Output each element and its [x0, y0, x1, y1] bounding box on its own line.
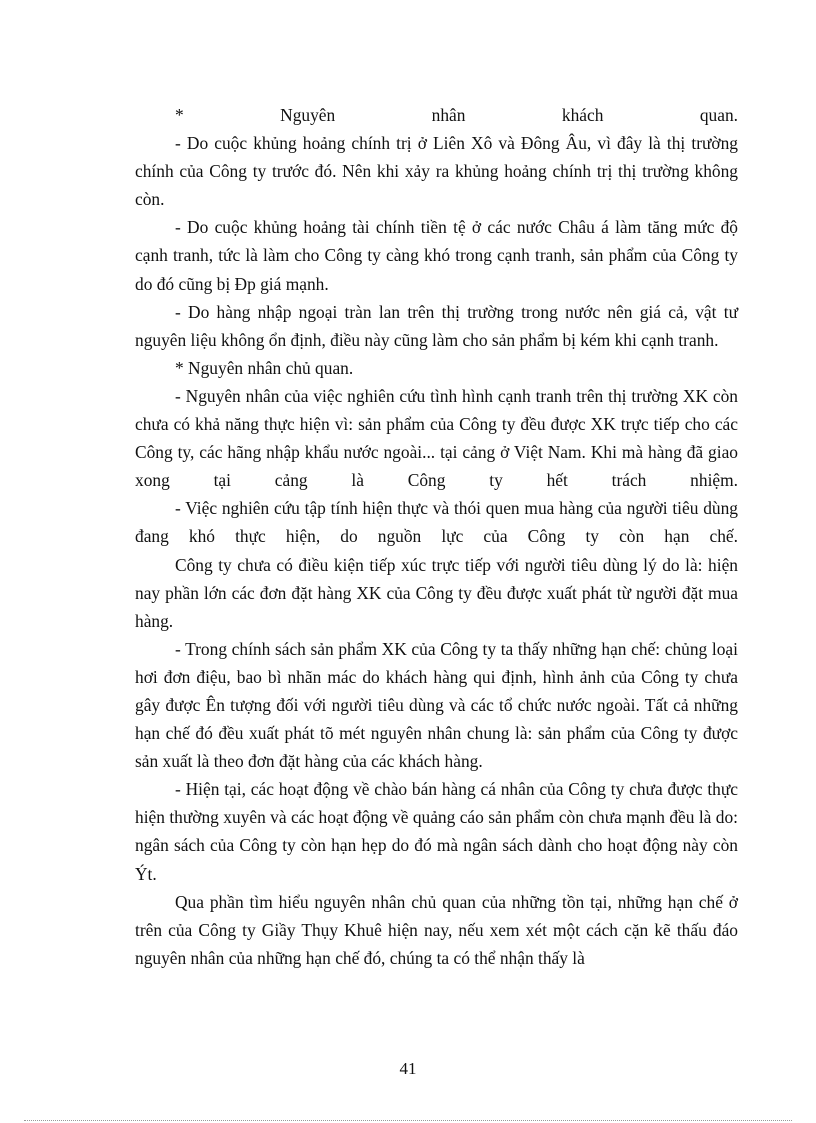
paragraph-sales-promotion: - Hiện tại, các hoạt động về chào bán hàng cá nhân của Công ty chưa được thực hiện thường xuyên và các hoạt động về quảng cáo sản phẩm còn chưa mạnh đều là do: ngân sách của Công ty còn hạn hẹp do đó mà ngân sách dành cho hoạt động này còn Ýt. [135, 779, 738, 884]
paragraph-market-research: - Nguyên nhân của việc nghiên cứu tình hình cạnh tranh trên thị trường XK còn chưa có khả năng thực hiện vì: sản phẩm của Công ty đều được XK trực tiếp cho các Công ty, các hãng nhập khẩu nước ngoài... tại cảng ở Việt Nam. Khi mà hàng đã giao xong tại cảng là Công ty hết trách nhiệm. [135, 385, 738, 491]
document-body [135, 101, 738, 972]
paragraph-imported-goods: - Do hàng nhập ngoại tràn lan trên thị trường trong nước nên giá cả, vật tư nguyên liệu không ổn định, điều này cũng làm cho sản phẩm bị kém khi cạnh tranh. [135, 301, 738, 350]
page-bottom-border [24, 1120, 792, 1121]
page-number: 41 [399, 1059, 417, 1078]
paragraph-financial-crisis: - Do cuộc khủng hoảng tài chính tiền tệ ở các nước Châu á làm tăng mức độ cạnh tranh, tức là làm cho Công ty càng khó trong cạnh tranh, sản phẩm của Công ty do đó cũng bị Đp giá mạnh. [135, 217, 738, 294]
paragraph-consumer-behavior: - Việc nghiên cứu tập tính hiện thực và thói quen mua hàng của người tiêu dùng đang khó thực hiện, do nguồn lực của Công ty còn hạn chế. [135, 498, 738, 547]
paragraph-direct-contact: Công ty chưa có điều kiện tiếp xúc trực tiếp với người tiêu dùng lý do là: hiện nay phần lớn các đơn đặt hàng XK của Công ty đều được xuất phát từ người đặt mua hàng. [135, 554, 738, 631]
paragraph-product-policy: - Trong chính sách sản phẩm XK của Công ty ta thấy những hạn chế: chủng loại hơi đơn điệu, bao bì nhãn mác do khách hàng qui định, hình ảnh của Công ty chưa gây được Ên tượng đối với người tiêu dùng và các tổ chức nước ngoài. Tất cả những hạn chế đó đều xuất phát tõ mét nguyên nhân chung là: sản phẩm của Công ty được sản xuất là theo đơn đặt hàng của các khách hàng. [135, 638, 738, 772]
heading-objective-causes: * Nguyên nhân khách quan. [175, 105, 738, 125]
paragraph-conclusion: Qua phần tìm hiểu nguyên nhân chủ quan của những tồn tại, những hạn chế ở trên của Công ty Giầy Thụy Khuê hiện nay, nếu xem xét một cách cặn kẽ thấu đáo nguyên nhân của những hạn chế đó, chúng ta có thể nhận thấy là [135, 891, 738, 968]
heading-subjective-causes: * Nguyên nhân chủ quan. [175, 357, 354, 378]
paragraph-political-crisis: - Do cuộc khủng hoảng chính trị ở Liên Xô và Đông Âu, vì đây là thị trường chính của Công ty trước đó. Nên khi xảy ra khủng hoảng chính trị thị trường không còn. [135, 133, 738, 210]
